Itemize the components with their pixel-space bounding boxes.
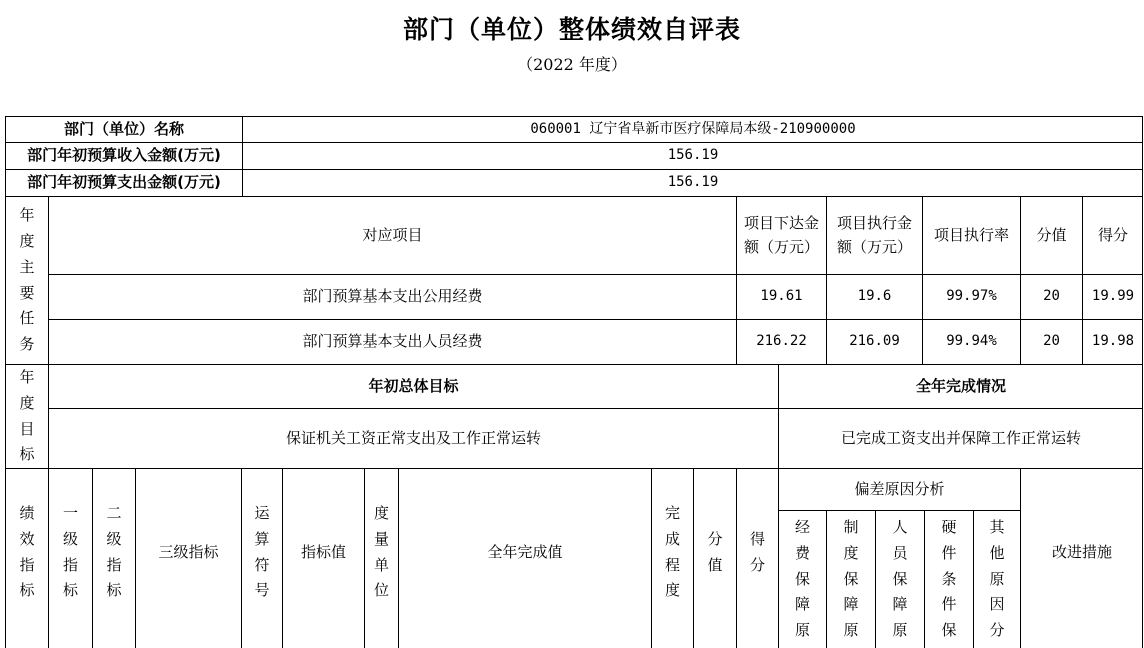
- completion-value: 已完成工资支出并保障工作正常运转: [840, 428, 1081, 447]
- unit-name-label: 部门（单位）名称: [63, 119, 184, 138]
- indicator-score-header-text: 得分: [750, 529, 766, 574]
- goals-side-label-text: 年度目标: [19, 367, 35, 464]
- deviation-col-system-text: 制度保障原: [843, 518, 859, 640]
- income-value: 156.19: [667, 147, 719, 164]
- expense-label: 部门年初预算支出金额(万元): [27, 173, 221, 192]
- row-2-executed: 216.09: [849, 333, 900, 350]
- overall-goal-header: 年初总体目标: [368, 376, 459, 395]
- completion-degree-header-text: 完成程度: [665, 503, 681, 600]
- row-1-executed: 19.6: [857, 288, 892, 305]
- goals-side-label: [6, 365, 48, 468]
- deviation-col-other-text: 其他原因分: [989, 518, 1005, 640]
- row-1-score: 19.99: [1091, 288, 1135, 305]
- level2-header: [93, 469, 135, 648]
- deviation-col-hardware-text: 硬件条件保: [941, 518, 957, 640]
- page-subtitle: （2022 年度）: [517, 55, 627, 74]
- row-1-score-value: 20: [1043, 288, 1060, 305]
- operator-header: [242, 469, 282, 648]
- deviation-col-system: [827, 511, 875, 648]
- indicator-score-value-header: [694, 469, 736, 648]
- deviation-col-funding-text: 经费保障原: [795, 518, 811, 640]
- operator-header-text: 运算符号: [254, 503, 270, 600]
- row-1-project: 部门预算基本支出公用经费: [302, 287, 483, 306]
- unit-header: [365, 469, 398, 648]
- level1-header-text: 一级指标: [63, 503, 79, 600]
- target-header: 指标值: [300, 542, 346, 561]
- level2-header-text: 二级指标: [106, 503, 122, 600]
- row-2-score-value: 20: [1043, 333, 1060, 350]
- header-score: 得分: [1097, 225, 1128, 244]
- header-issued: 项目下达金额（万元）: [743, 214, 819, 256]
- deviation-header: 偏差原因分析: [854, 479, 945, 498]
- row-2-project: 部门预算基本支出人员经费: [302, 332, 483, 351]
- row-2-score: 19.98: [1091, 333, 1135, 350]
- deviation-col-funding: [779, 511, 826, 648]
- completion-header: 全年完成情况: [915, 376, 1006, 395]
- row-1-rate: 99.97%: [946, 288, 997, 305]
- row-1-issued: 19.61: [760, 288, 803, 305]
- unit-header-text: 度量单位: [374, 503, 390, 600]
- header-rate: 项目执行率: [933, 225, 1009, 244]
- deviation-col-staff-text: 人员保障原: [892, 518, 908, 640]
- deviation-col-staff: [876, 511, 924, 648]
- page-title: 部门（单位）整体绩效自评表: [402, 15, 741, 44]
- header-executed: 项目执行金额（万元）: [836, 214, 912, 256]
- indicators-side-label-text: 绩效指标: [19, 503, 35, 600]
- completion-degree-header: [652, 469, 693, 648]
- income-label: 部门年初预算收入金额(万元): [27, 146, 221, 165]
- improvement-header: 改进措施: [1051, 542, 1112, 561]
- actual-header: 全年完成值: [487, 542, 563, 561]
- level3-header: 三级指标: [158, 542, 219, 561]
- row-2-rate: 99.94%: [946, 333, 997, 350]
- overall-goal-value: 保证机关工资正常支出及工作正常运转: [285, 428, 541, 447]
- level1-header: [49, 469, 92, 648]
- tasks-side-label-text: 年度主要任务: [19, 206, 35, 354]
- unit-name-value: 060001 辽宁省阜新市医疗保障局本级-210900000: [530, 120, 856, 137]
- tasks-side-label: [6, 197, 48, 364]
- deviation-col-hardware: [925, 511, 973, 648]
- deviation-col-other: [974, 511, 1020, 648]
- header-score-value: 分值: [1036, 225, 1067, 244]
- indicator-score-header: [737, 469, 778, 648]
- indicators-side-label: [6, 469, 48, 648]
- expense-value: 156.19: [667, 174, 719, 191]
- header-project: 对应项目: [362, 225, 423, 244]
- row-2-issued: 216.22: [756, 333, 807, 350]
- indicator-score-value-header-text: 分值: [707, 529, 723, 574]
